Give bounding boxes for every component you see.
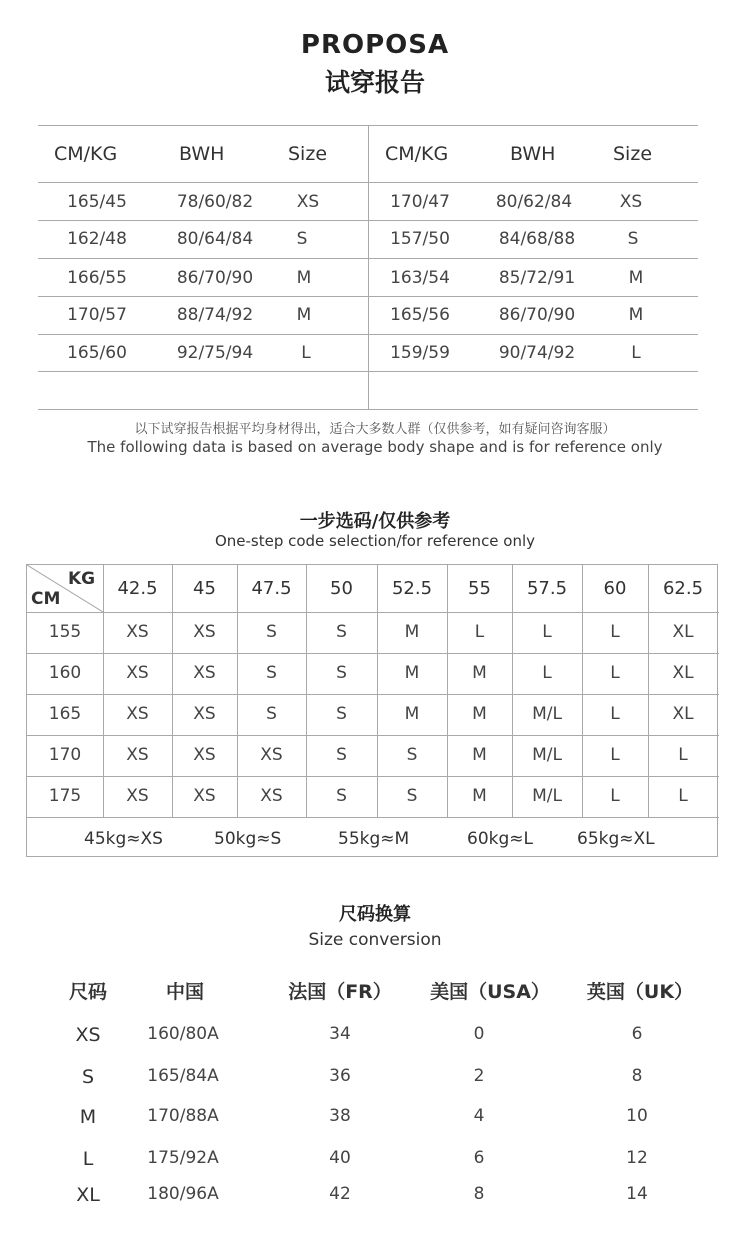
brand-name: PROPOSA bbox=[300, 30, 450, 60]
cell-cmkg: 170/57 bbox=[67, 305, 127, 325]
size-label: XS bbox=[75, 1024, 101, 1046]
size-cell: L bbox=[678, 744, 688, 765]
size-selection-title: 一步选码/仅供参考 bbox=[299, 511, 451, 532]
size-label: XL bbox=[76, 1184, 100, 1206]
grid-divider bbox=[512, 565, 513, 817]
weight-size-hint: 55kg≈M bbox=[338, 829, 410, 849]
cm-row-header: 155 bbox=[48, 621, 82, 642]
grid-divider bbox=[648, 565, 649, 817]
size-cell: L bbox=[474, 621, 485, 642]
cell-bwh: 86/70/90 bbox=[176, 268, 254, 288]
conversion-value: 180/96A bbox=[147, 1184, 219, 1204]
conversion-value: 165/84A bbox=[147, 1066, 219, 1086]
conversion-col-header: 英国（UK） bbox=[586, 981, 694, 1003]
conversion-col-header: 中国 bbox=[165, 981, 204, 1003]
note-english: The following data is based on average body shape and is for reference only bbox=[87, 438, 663, 456]
size-cell: L bbox=[610, 703, 620, 724]
cell-cmkg: 157/50 bbox=[390, 229, 450, 249]
grid-divider bbox=[237, 565, 238, 817]
size-cell: M bbox=[404, 662, 420, 683]
col-header-bwh: BWH bbox=[179, 143, 225, 165]
size-cell: S bbox=[336, 662, 347, 683]
table-divider bbox=[368, 125, 369, 409]
size-cell: S bbox=[336, 621, 347, 642]
size-cell: XS bbox=[126, 785, 149, 806]
size-cell: M bbox=[404, 703, 420, 724]
conversion-value: 10 bbox=[626, 1106, 648, 1126]
corner-kg-label: KG bbox=[68, 569, 96, 589]
conversion-col-header: 尺码 bbox=[68, 981, 107, 1003]
cell-bwh: 78/60/82 bbox=[176, 192, 254, 212]
conversion-value: 2 bbox=[473, 1066, 485, 1086]
size-cell: L bbox=[542, 621, 552, 642]
size-cell: S bbox=[266, 703, 277, 724]
grid-rule bbox=[27, 653, 719, 654]
size-cell: XS bbox=[260, 744, 283, 765]
size-cell: S bbox=[336, 785, 347, 806]
conversion-col-header: 法国（FR） bbox=[288, 981, 392, 1003]
col-header-size: Size bbox=[613, 143, 653, 165]
conversion-value: 175/92A bbox=[147, 1148, 219, 1168]
kg-header: 60 bbox=[603, 577, 627, 599]
cell-cmkg: 166/55 bbox=[67, 268, 127, 288]
kg-header: 42.5 bbox=[117, 577, 158, 599]
size-cell: L bbox=[610, 785, 620, 806]
conversion-title: 尺码换算 bbox=[339, 904, 411, 925]
conversion-value: 6 bbox=[631, 1024, 643, 1044]
conversion-value: 36 bbox=[329, 1066, 351, 1086]
size-cell: M bbox=[472, 703, 487, 724]
conversion-value: 42 bbox=[329, 1184, 351, 1204]
conversion-value: 6 bbox=[473, 1148, 485, 1168]
cm-row-header: 170 bbox=[48, 744, 82, 765]
kg-header: 52.5 bbox=[391, 577, 433, 599]
grid-rule bbox=[27, 694, 719, 695]
col-header-size: Size bbox=[288, 143, 328, 165]
conversion-value: 4 bbox=[473, 1106, 485, 1126]
size-cell: S bbox=[336, 744, 347, 765]
conversion-value: 0 bbox=[473, 1024, 485, 1044]
size-cell: M bbox=[404, 621, 420, 642]
size-cell: L bbox=[610, 621, 620, 642]
fit-report-title: 试穿报告 bbox=[324, 68, 425, 97]
grid-rule bbox=[27, 612, 719, 613]
grid-divider bbox=[582, 565, 583, 817]
weight-size-hint: 45kg≈XS bbox=[84, 829, 163, 849]
size-cell: L bbox=[542, 662, 552, 683]
conversion-value: 40 bbox=[329, 1148, 351, 1168]
table-rule bbox=[38, 409, 698, 410]
conversion-value: 14 bbox=[626, 1184, 648, 1204]
size-cell: XS bbox=[193, 621, 216, 642]
kg-header: 55 bbox=[468, 577, 491, 599]
kg-header: 47.5 bbox=[251, 577, 292, 599]
size-cell: M/L bbox=[532, 703, 562, 724]
conversion-value: 38 bbox=[329, 1106, 351, 1126]
cell-size: M bbox=[296, 305, 312, 325]
size-cell: XS bbox=[126, 621, 149, 642]
size-selection-grid bbox=[26, 564, 718, 857]
conversion-value: 160/80A bbox=[147, 1024, 219, 1044]
kg-header: 57.5 bbox=[526, 577, 568, 599]
size-cell: XS bbox=[193, 662, 216, 683]
kg-header: 50 bbox=[330, 577, 353, 599]
cm-row-header: 160 bbox=[48, 662, 82, 683]
cell-size: S bbox=[296, 229, 308, 249]
size-cell: S bbox=[406, 785, 418, 806]
cell-cmkg: 165/56 bbox=[390, 305, 450, 325]
conversion-value: 34 bbox=[329, 1024, 351, 1044]
cell-size: XS bbox=[296, 192, 320, 212]
corner-cm-label: CM bbox=[31, 589, 61, 609]
conversion-subtitle: Size conversion bbox=[308, 930, 442, 950]
size-cell: M/L bbox=[532, 744, 562, 765]
size-cell: XS bbox=[193, 785, 216, 806]
size-cell: XL bbox=[672, 621, 694, 642]
cell-size: L bbox=[631, 343, 641, 363]
size-cell: M bbox=[472, 785, 487, 806]
cell-cmkg: 170/47 bbox=[390, 192, 450, 212]
size-cell: XS bbox=[260, 785, 283, 806]
grid-rule bbox=[27, 817, 719, 818]
size-label: L bbox=[82, 1148, 94, 1170]
conversion-value: 170/88A bbox=[147, 1106, 219, 1126]
cell-cmkg: 165/45 bbox=[67, 192, 127, 212]
cell-cmkg: 165/60 bbox=[67, 343, 127, 363]
size-cell: S bbox=[266, 662, 277, 683]
grid-divider bbox=[172, 565, 173, 817]
size-cell: L bbox=[610, 744, 620, 765]
cm-row-header: 165 bbox=[48, 703, 82, 724]
cell-bwh: 84/68/88 bbox=[498, 229, 576, 249]
weight-size-hint: 60kg≈L bbox=[467, 829, 533, 849]
cell-size: M bbox=[628, 305, 644, 325]
cell-bwh: 80/64/84 bbox=[176, 229, 254, 249]
conversion-value: 8 bbox=[631, 1066, 643, 1086]
weight-size-hint: 65kg≈XL bbox=[577, 829, 655, 849]
weight-size-hint: 50kg≈S bbox=[214, 829, 282, 849]
size-cell: XL bbox=[672, 662, 694, 683]
size-cell: XS bbox=[193, 703, 216, 724]
size-cell: L bbox=[678, 785, 688, 806]
cell-size: M bbox=[296, 268, 312, 288]
cell-cmkg: 159/59 bbox=[390, 343, 450, 363]
cm-row-header: 175 bbox=[48, 785, 82, 806]
size-cell: M bbox=[472, 662, 487, 683]
size-cell: XS bbox=[126, 744, 149, 765]
conversion-col-header: 美国（USA） bbox=[430, 981, 550, 1003]
cell-bwh: 88/74/92 bbox=[176, 305, 254, 325]
size-cell: M bbox=[472, 744, 487, 765]
cell-bwh: 80/62/84 bbox=[495, 192, 573, 212]
size-cell: XS bbox=[126, 703, 149, 724]
kg-header: 62.5 bbox=[662, 577, 704, 599]
cell-bwh: 90/74/92 bbox=[498, 343, 576, 363]
conversion-value: 8 bbox=[473, 1184, 485, 1204]
grid-rule bbox=[27, 776, 719, 777]
cell-bwh: 86/70/90 bbox=[498, 305, 576, 325]
conversion-value: 12 bbox=[626, 1148, 648, 1168]
col-header-cmkg: CM/KG bbox=[54, 143, 118, 165]
cell-cmkg: 163/54 bbox=[390, 268, 450, 288]
kg-header: 45 bbox=[193, 577, 216, 599]
col-header-cmkg: CM/KG bbox=[385, 143, 449, 165]
grid-divider bbox=[447, 565, 448, 817]
size-cell: S bbox=[406, 744, 418, 765]
cell-bwh: 92/75/94 bbox=[176, 343, 254, 363]
grid-divider bbox=[103, 565, 104, 817]
size-cell: S bbox=[266, 621, 277, 642]
cell-bwh: 85/72/91 bbox=[498, 268, 576, 288]
col-header-bwh: BWH bbox=[510, 143, 556, 165]
grid-divider bbox=[377, 565, 378, 817]
size-cell: XS bbox=[126, 662, 149, 683]
grid-rule bbox=[27, 735, 719, 736]
size-cell: L bbox=[610, 662, 620, 683]
cell-size: L bbox=[301, 343, 311, 363]
note-chinese: 以下试穿报告根据平均身材得出，适合大多数人群（仅供参考，如有疑问咨询客服） bbox=[134, 422, 616, 437]
size-cell: M/L bbox=[532, 785, 562, 806]
size-label: S bbox=[81, 1066, 95, 1088]
size-selection-subtitle: One-step code selection/for reference only bbox=[214, 532, 536, 550]
cell-size: XS bbox=[619, 192, 643, 212]
grid-divider bbox=[306, 565, 307, 817]
cell-size: S bbox=[627, 229, 639, 249]
cell-cmkg: 162/48 bbox=[67, 229, 127, 249]
size-cell: XS bbox=[193, 744, 216, 765]
size-cell: XL bbox=[672, 703, 694, 724]
size-label: M bbox=[79, 1106, 97, 1128]
cell-size: M bbox=[628, 268, 644, 288]
size-cell: S bbox=[336, 703, 347, 724]
